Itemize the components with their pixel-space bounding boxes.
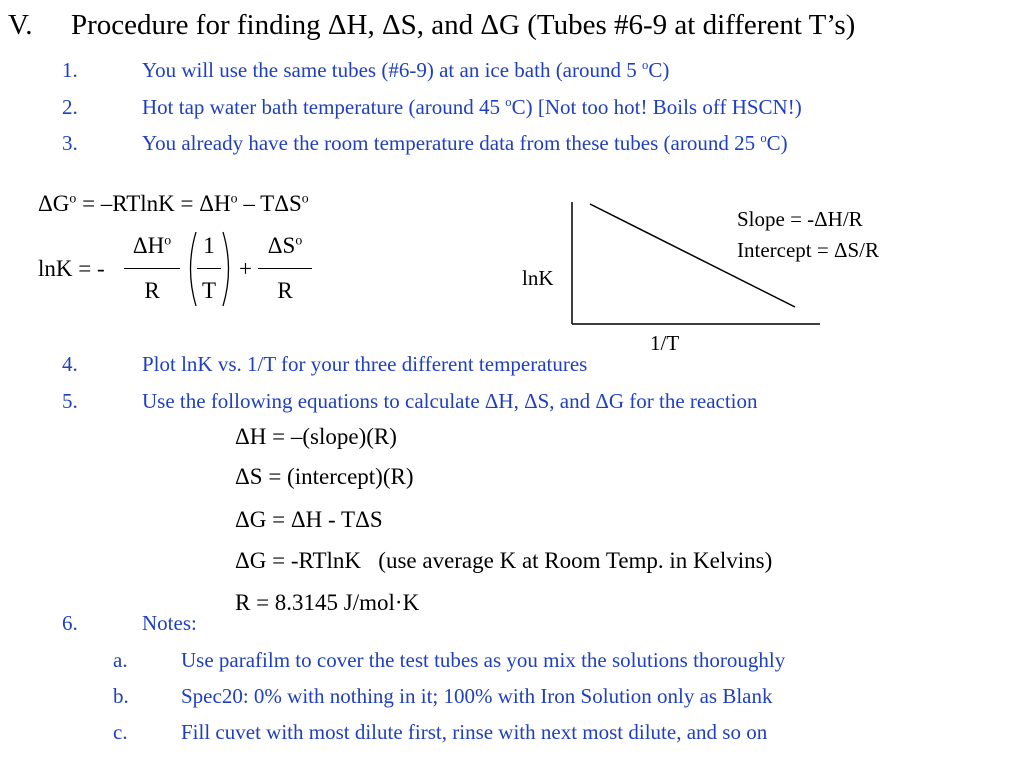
step-6 [62,610,1002,636]
frac2-numerator: 1 [203,233,215,258]
step-text: Use the following equations to calculate ΔH, ΔS, and ΔG for the reaction [142,389,758,413]
section-number: V. [8,9,33,41]
note-c [113,719,1013,745]
title-text: Procedure for finding ΔH, ΔS, and ΔG (Tubes #6-9 at different T’s) [71,9,856,41]
frac1-denominator: R [144,278,160,303]
slope-label: Slope = -ΔH/R [737,207,863,231]
gibbs-equation: $\Delta G^o = -RTlnK = \Delta H^o - T\Delta S^o$ [38,190,309,216]
gas-constant: R = 8.3145 J/mol·K [235,590,420,615]
note-text: Fill cuvet with most dilute first, rinse with next most dilute, and so on [181,720,768,744]
frac2-denominator: T [201,278,217,303]
frac1-numerator: $\Delta H^o$ [132,232,172,258]
slide-title [8,6,855,44]
fraction-bar [197,268,221,269]
fraction-bar [124,268,180,269]
note-text: Spec20: 0% with nothing in it; 100% with Iron Solution only as Blank [181,684,773,708]
step-2 [62,94,1002,120]
step-number: 4. [62,352,78,376]
step-number: 6. [62,611,78,635]
step-1 [62,57,1002,83]
step-number: 1. [62,58,78,82]
note-letter: c. [113,720,128,744]
note-letter: b. [113,684,129,708]
x-axis-label: 1/T [650,331,680,355]
step-3 [62,130,1002,156]
equation-gibbs-from-k: ΔG = -RTlnK (use average K at Room Temp. in Kelvins) [235,548,773,573]
y-axis-label: lnK [522,266,554,290]
step-text: You will use the same tubes (#6-9) at an ice bath (around 5 $^o$C) [142,58,670,82]
step-number: 2. [62,95,78,119]
step-text: You already have the room temperature data from these tubes (around 25 $^o$C) [142,131,788,155]
intercept-label: Intercept = ΔS/R [737,238,879,262]
step-number: 5. [62,389,78,413]
step-number: 3. [62,131,78,155]
frac3-denominator: R [277,278,293,303]
note-letter: a. [113,648,128,672]
equation-entropy: ΔS = (intercept)(R) [235,464,414,489]
step-5 [62,388,1002,414]
note-b [113,683,1013,709]
plus-sign: + [239,256,252,281]
fraction-bar [258,268,312,269]
frac3-numerator: $\Delta S^o$ [267,232,303,258]
note-text: Use parafilm to cover the test tubes as you mix the solutions thoroughly [181,648,786,672]
step-text: Hot tap water bath temperature (around 45 $^o$C) [Not too hot! Boils off HSCN!) [142,95,802,119]
step-text: Notes: [142,611,197,635]
right-paren [221,230,235,308]
equation-enthalpy: ΔH = –(slope)(R) [235,424,397,449]
step-text: Plot lnK vs. 1/T for your three different temperatures [142,352,588,376]
equation-gibbs: ΔG = ΔH - TΔS [235,507,383,532]
step-4 [62,351,1002,377]
note-a [113,647,1013,673]
lnk-lhs: lnK = - [38,256,105,281]
